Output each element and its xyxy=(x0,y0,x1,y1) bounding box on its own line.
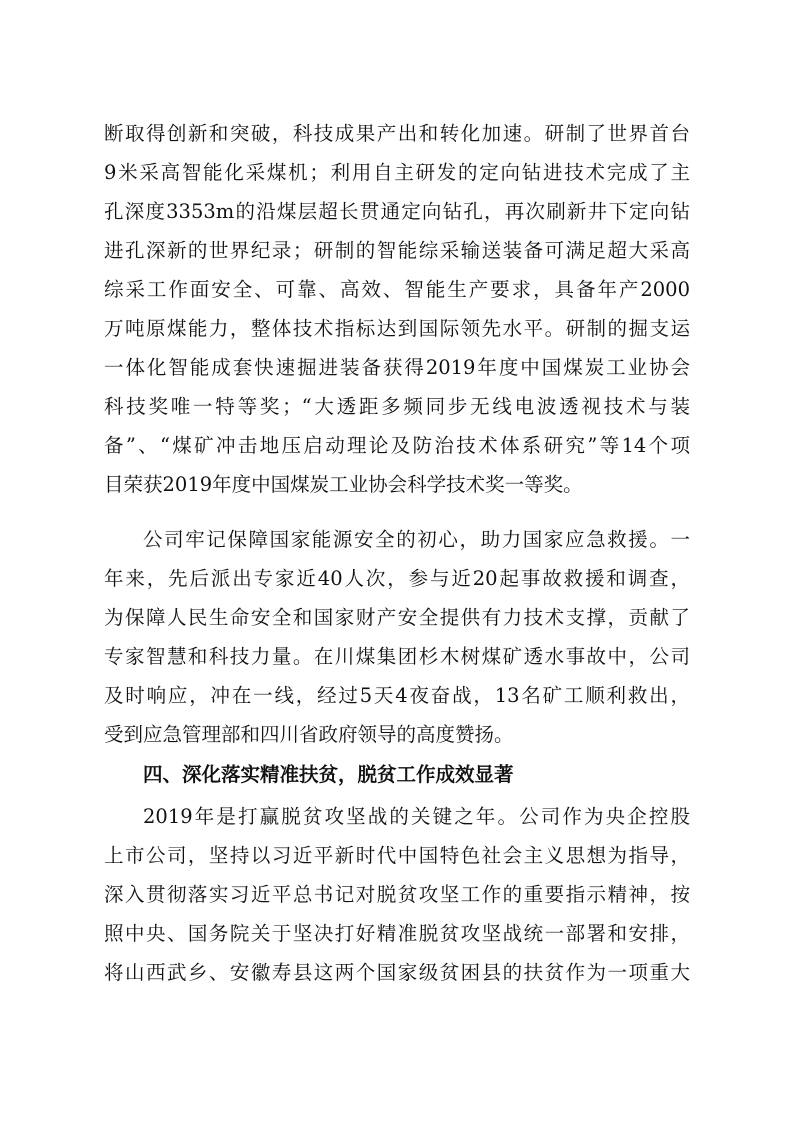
paragraph-1-line-3: 孔深度3353m的沿煤层超长贯通定向钻孔，再次刷新井下定向钻 xyxy=(104,200,690,223)
paragraph-3-line-2: 上市公司，坚持以习近平新时代中国特色社会主义思想为指导， xyxy=(104,844,690,867)
paragraph-1-line-10: 目荣获2019年度中国煤炭工业协会科学技术奖一等奖。 xyxy=(104,473,583,496)
paragraph-3-line-3: 深入贯彻落实习近平总书记对脱贫攻坚工作的重要指示精神，按 xyxy=(104,883,690,906)
paragraph-2-line-1: 公司牢记保障国家能源安全的初心，助力国家应急救援。一 xyxy=(143,528,690,551)
paragraph-1-line-4: 进孔深新的世界纪录；研制的智能综采输送装备可满足超大采高 xyxy=(104,239,690,262)
paragraph-2-line-3: 为保障人民生命安全和国家财产安全提供有力技术支撑，贡献了 xyxy=(104,606,690,629)
paragraph-2-line-6: 受到应急管理部和四川省政府领导的高度赞扬。 xyxy=(104,723,514,746)
paragraph-3-line-4: 照中央、国务院关于坚决打好精准脱贫攻坚战统一部署和安排， xyxy=(104,922,690,945)
paragraph-1-line-9: 备”、“煤矿冲击地压启动理论及防治技术体系研究”等14个项 xyxy=(104,434,690,457)
paragraph-1-line-6: 万吨原煤能力，整体技术指标达到国际领先水平。研制的掘支运 xyxy=(104,317,690,340)
paragraph-1-line-5: 综采工作面安全、可靠、高效、智能生产要求，具备年产2000 xyxy=(104,278,690,301)
paragraph-1-line-8: 科技奖唯一特等奖；“大透距多频同步无线电波透视技术与装 xyxy=(104,395,690,418)
paragraph-3-line-5: 将山西武乡、安徽寿县这两个国家级贫困县的扶贫作为一项重大 xyxy=(104,961,690,984)
paragraph-2-line-4: 专家智慧和科技力量。在川煤集团杉木树煤矿透水事故中，公司 xyxy=(104,645,690,668)
section-heading: 四、深化落实精准扶贫，脱贫工作成效显著 xyxy=(143,763,514,786)
paragraph-2-line-2: 年来，先后派出专家近40人次，参与近20起事故救援和调查， xyxy=(104,567,690,590)
paragraph-1-line-7: 一体化智能成套快速掘进装备获得2019年度中国煤炭工业协会 xyxy=(104,356,690,379)
paragraph-2-line-5: 及时响应，冲在一线，经过5天4夜奋战，13名矿工顺利救出， xyxy=(104,684,690,707)
paragraph-1-line-1: 断取得创新和突破，科技成果产出和转化加速。研制了世界首台 xyxy=(104,122,690,145)
paragraph-3-line-1: 2019年是打赢脱贫攻坚战的关键之年。公司作为央企控股 xyxy=(143,805,690,828)
paragraph-1-line-2: 9米采高智能化采煤机；利用自主研发的定向钻进技术完成了主 xyxy=(104,161,690,184)
